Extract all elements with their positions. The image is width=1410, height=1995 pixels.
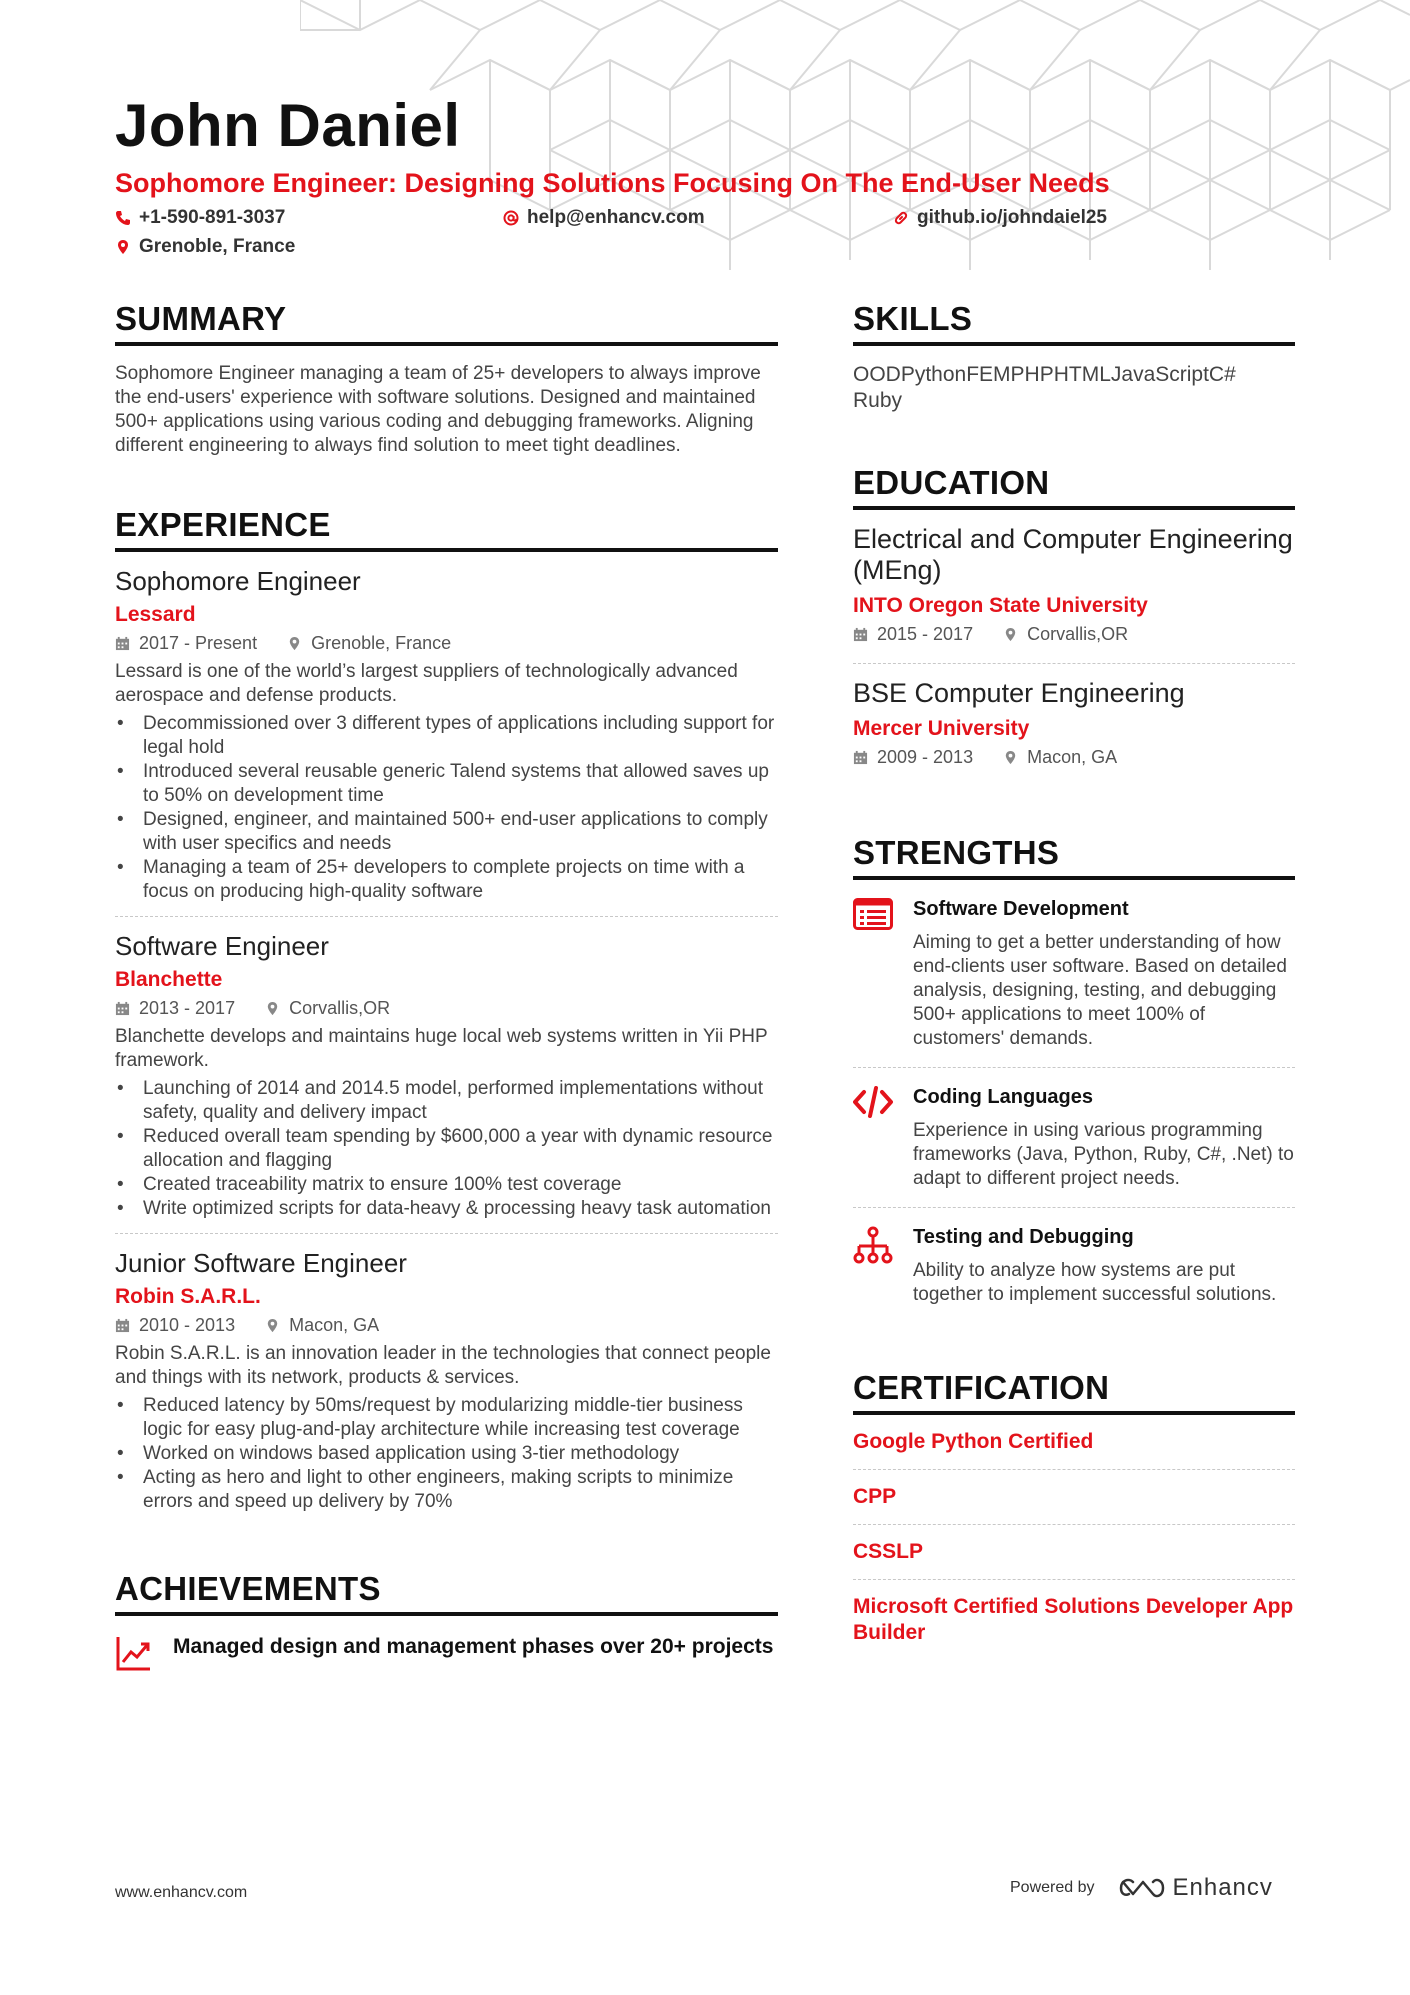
strengths-title: STRENGTHS	[853, 834, 1295, 880]
job-title: Sophomore Engineer	[115, 566, 361, 596]
bullet-item: • Worked on windows based application using 3-tier methodology	[143, 1442, 778, 1466]
job-title: Junior Software Engineer	[115, 1248, 407, 1278]
location-pin-icon	[115, 239, 131, 255]
enhancv-logo-icon	[1119, 1876, 1165, 1900]
link-icon	[893, 210, 909, 226]
location-contact	[115, 236, 295, 258]
summary-title: SUMMARY	[115, 300, 778, 346]
summary-text: Sophomore Engineer managing a team of 25+ developers to always improve the end-users' experience with software solutions. Designed and maintained 500+ applications using various coding and debugging frameworks. Aligning different engineering to always find solution to meet tight deadlines.	[115, 363, 761, 456]
strength-text: Aiming to get a better understanding of how end-clients user software. Based on detailed analysis, designing, testing, and debugging 500+ applications to meet 100% of customers' demands.	[913, 932, 1287, 1049]
job-title: Software Engineer	[115, 931, 329, 961]
at-icon	[503, 210, 519, 226]
powered-by-text: Powered by	[1010, 1879, 1095, 1896]
website-text: github.io/johndaiel25	[917, 207, 1107, 228]
location-pin-icon	[1003, 627, 1018, 642]
strength-item	[853, 1068, 1295, 1208]
candidate-name: John Daniel	[115, 92, 461, 159]
education-dates: 2015 - 2017	[877, 624, 974, 644]
education-title: EDUCATION	[853, 464, 1295, 510]
strengths-section	[853, 834, 1295, 1323]
strength-item	[853, 1208, 1295, 1323]
skills-title: SKILLS	[853, 300, 1295, 346]
strength-item	[853, 880, 1295, 1068]
brand-logo[interactable]	[1119, 1874, 1273, 1902]
phone-text: +1-590-891-3037	[139, 207, 286, 228]
brand-name: Enhancv	[1172, 1874, 1273, 1901]
bullet-item: • Decommissioned over 3 different types of applications including support for legal hold	[143, 712, 778, 760]
job-location: Grenoble, France	[311, 633, 452, 653]
email-text: help@enhancv.com	[527, 207, 705, 228]
code-icon	[853, 1086, 893, 1118]
skills-line: Ruby	[853, 389, 903, 412]
school-name: INTO Oregon State University	[853, 594, 1148, 617]
headline: Sophomore Engineer: Designing Solutions Focusing On The End-User Needs	[115, 168, 1110, 198]
experience-section	[115, 506, 778, 1526]
certification-title: CERTIFICATION	[853, 1369, 1295, 1415]
job-entry	[115, 917, 778, 1234]
website-contact[interactable]	[893, 207, 1107, 229]
skills-list	[853, 362, 1295, 414]
strength-title: Testing and Debugging	[913, 1226, 1134, 1248]
job-meta	[115, 633, 778, 654]
certification-section	[853, 1369, 1295, 1660]
education-meta	[853, 624, 1295, 645]
education-dates: 2009 - 2013	[877, 747, 974, 767]
bullet-item: • Introduced several reusable generic Talend systems that allowed saves up to 50% on development time	[143, 760, 778, 808]
bullet-item: • Write optimized scripts for data-heavy & processing heavy task automation	[143, 1197, 778, 1221]
calendar-icon	[115, 636, 130, 651]
bullet-item: • Acting as hero and light to other engineers, making scripts to minimize errors and speed up delivery by 70%	[143, 1466, 778, 1514]
education-meta	[853, 747, 1295, 768]
right-column	[853, 300, 1295, 1660]
calendar-icon	[115, 1318, 130, 1333]
hierarchy-icon	[853, 1226, 893, 1266]
location-pin-icon	[265, 1318, 280, 1333]
skills-line: OODPythonFEMPHPHTMLJavaScriptC#	[853, 363, 1236, 386]
strength-text: Ability to analyze how systems are put together to implement successful solutions.	[913, 1260, 1277, 1305]
bullet-item: • Launching of 2014 and 2014.5 model, performed implementations without safety, quality and delivery impact	[143, 1077, 778, 1125]
experience-title: EXPERIENCE	[115, 506, 778, 552]
job-meta	[115, 998, 778, 1019]
company-name: Lessard	[115, 603, 196, 626]
job-dates: 2013 - 2017	[139, 998, 236, 1018]
location-pin-icon	[1003, 750, 1018, 765]
location-pin-icon	[287, 636, 302, 651]
education-entry	[853, 510, 1295, 664]
certification-item: CPP	[853, 1470, 1295, 1525]
achievements-section	[115, 1570, 778, 1672]
job-location: Corvallis,OR	[289, 998, 391, 1018]
job-bullets	[115, 1394, 778, 1514]
job-description: Blanchette develops and maintains huge local web systems written in Yii PHP framework.	[115, 1026, 768, 1071]
education-section	[853, 464, 1295, 786]
degree-title: BSE Computer Engineering	[853, 678, 1185, 708]
phone-contact[interactable]	[115, 207, 285, 229]
company-name: Robin S.A.R.L.	[115, 1285, 261, 1308]
job-location: Macon, GA	[289, 1315, 380, 1335]
calendar-icon	[853, 627, 868, 642]
location-text: Grenoble, France	[139, 236, 296, 257]
background-pattern	[300, 0, 1410, 270]
calendar-icon	[115, 1001, 130, 1016]
phone-icon	[115, 210, 131, 226]
degree-title: Electrical and Computer Engineering (MEng)	[853, 524, 1293, 585]
job-description: Robin S.A.R.L. is an innovation leader in the technologies that connect people and things with its network, products & services.	[115, 1343, 771, 1388]
job-bullets	[115, 712, 778, 904]
trend-up-icon	[115, 1634, 153, 1672]
bullet-item: • Reduced overall team spending by $600,000 a year with dynamic resource allocation and flagging	[143, 1125, 778, 1173]
summary-section	[115, 300, 778, 458]
company-name: Blanchette	[115, 968, 223, 991]
achievements-title: ACHIEVEMENTS	[115, 1570, 778, 1616]
education-location: Macon, GA	[1027, 747, 1118, 767]
school-name: Mercer University	[853, 717, 1030, 740]
education-location: Corvallis,OR	[1027, 624, 1129, 644]
strength-title: Software Development	[913, 898, 1129, 920]
certification-item: CSSLP	[853, 1525, 1295, 1580]
bullet-item: • Designed, engineer, and maintained 500+ end-user applications to comply with user specifics and needs	[143, 808, 778, 856]
left-column	[115, 300, 778, 1672]
email-contact[interactable]	[503, 207, 705, 229]
achievement-text: Managed design and management phases over 20+ projects	[173, 1635, 774, 1658]
footer-website[interactable]: www.enhancv.com	[115, 1884, 248, 1901]
certification-item: Microsoft Certified Solutions Developer App Builder	[853, 1595, 1294, 1644]
strength-text: Experience in using various programming frameworks (Java, Python, Ruby, C#, .Net) to adapt to different project needs.	[913, 1120, 1294, 1189]
list-icon	[853, 898, 893, 930]
job-description: Lessard is one of the world’s largest suppliers of technologically advanced aerospace and defense products.	[115, 661, 738, 706]
certification-item: Google Python Certified	[853, 1415, 1295, 1470]
strength-title: Coding Languages	[913, 1086, 1093, 1108]
education-entry	[853, 664, 1295, 786]
bullet-item: • Managing a team of 25+ developers to complete projects on time with a focus on producing high-quality software	[143, 856, 778, 904]
job-bullets	[115, 1077, 778, 1221]
bullet-item: • Created traceability matrix to ensure 100% test coverage	[143, 1173, 778, 1197]
calendar-icon	[853, 750, 868, 765]
location-pin-icon	[265, 1001, 280, 1016]
job-dates: 2017 - Present	[139, 633, 258, 653]
achievement-item	[115, 1634, 778, 1672]
bullet-item: • Reduced latency by 50ms/request by modularizing middle-tier business logic for easy plug-and-play architecture while increasing test coverage	[143, 1394, 778, 1442]
skills-section	[853, 300, 1295, 414]
job-meta	[115, 1315, 778, 1336]
job-dates: 2010 - 2013	[139, 1315, 236, 1335]
footer-branding	[1010, 1874, 1273, 1902]
job-entry	[115, 1234, 778, 1526]
job-entry	[115, 552, 778, 917]
